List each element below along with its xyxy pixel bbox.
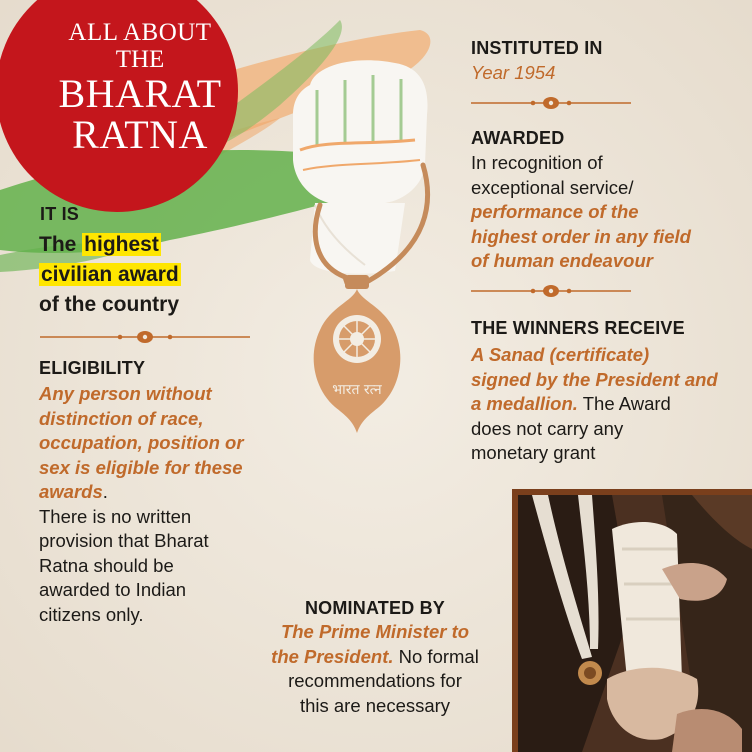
divider-ornament-icon (40, 330, 250, 344)
winners-italic-line: a medallion. (471, 393, 578, 414)
title-line-1: ALL ABOUT (68, 19, 212, 46)
awarded-plain-line: exceptional service/ (471, 176, 634, 198)
title-line-2: THE (115, 46, 165, 73)
eligibility-plain-line: citizens only. (39, 603, 144, 625)
raised-fist-icon (293, 60, 428, 273)
it-is-heading: IT IS (40, 204, 80, 224)
divider-ornament-icon (471, 284, 631, 298)
page-title (40, 20, 240, 155)
nominated-italic-line: the President. (271, 645, 394, 667)
eligibility-plain-line: Ratna should be (39, 554, 174, 576)
nominated-plain-line: this are necessary (299, 694, 451, 716)
winners-plain-line: monetary grant (471, 442, 596, 463)
eligibility-heading: ELIGIBILITY (39, 358, 146, 378)
awarded-italic-line: of human endeavour (471, 250, 653, 271)
highlight-civilian-award: civilian award (41, 263, 179, 286)
awarded-plain-line: In recognition of (471, 152, 603, 173)
awarded-text (471, 151, 741, 274)
nominated-plain-line: recommendations for (288, 670, 462, 691)
divider-ornament-icon (471, 96, 631, 110)
it-is-statement (39, 230, 181, 320)
winners-plain-suffix: The Award (577, 393, 671, 414)
eligibility-plain-line: There is no written (39, 505, 192, 527)
winners-italic-line: signed by the President and (471, 368, 718, 390)
instituted-heading: INSTITUTED IN (471, 38, 603, 58)
it-is-prefix: The (39, 233, 83, 256)
eligibility-plain-line: awarded to Indian (39, 579, 187, 600)
eligibility-italic-line: Any person without (39, 383, 212, 404)
eligibility-text (39, 382, 279, 627)
eligibility-italic-line: distinction of race, (39, 407, 204, 429)
winners-heading: THE WINNERS RECEIVE (471, 318, 685, 338)
awarded-heading: AWARDED (471, 128, 565, 148)
nominated-section (255, 598, 495, 718)
eligibility-italic-line: awards (39, 481, 103, 502)
title-line-4: RATNA (72, 112, 208, 157)
eligibility-period: . (102, 481, 108, 502)
peepal-leaf-medal-icon (314, 289, 401, 433)
highlight-highest: highest (84, 233, 159, 256)
awarded-italic-line: highest order in any field (471, 225, 691, 247)
instituted-year: Year 1954 (471, 62, 556, 83)
instituted-value (471, 61, 555, 86)
award-ceremony-photo (512, 489, 752, 752)
winners-plain-line: does not carry any (471, 417, 624, 439)
nominated-italic-line: The Prime Minister to (280, 621, 470, 642)
eligibility-plain-line: provision that Bharat (39, 530, 209, 551)
eligibility-italic-line: sex is eligible for these (39, 456, 243, 478)
fist-medal-illustration (255, 45, 465, 435)
awarded-italic-line: performance of the (471, 201, 639, 222)
nominated-plain-suffix: No formal (393, 645, 479, 667)
title-line-3: BHARAT (58, 71, 222, 116)
nominated-heading: NOMINATED BY (304, 598, 446, 618)
eligibility-italic-line: occupation, position or (39, 432, 244, 453)
it-is-line-3: of the country (39, 293, 179, 316)
medal-inscription: भारत रत्न (332, 382, 382, 398)
winners-italic-line: A Sanad (certificate) (471, 344, 650, 365)
winners-text (471, 343, 746, 466)
